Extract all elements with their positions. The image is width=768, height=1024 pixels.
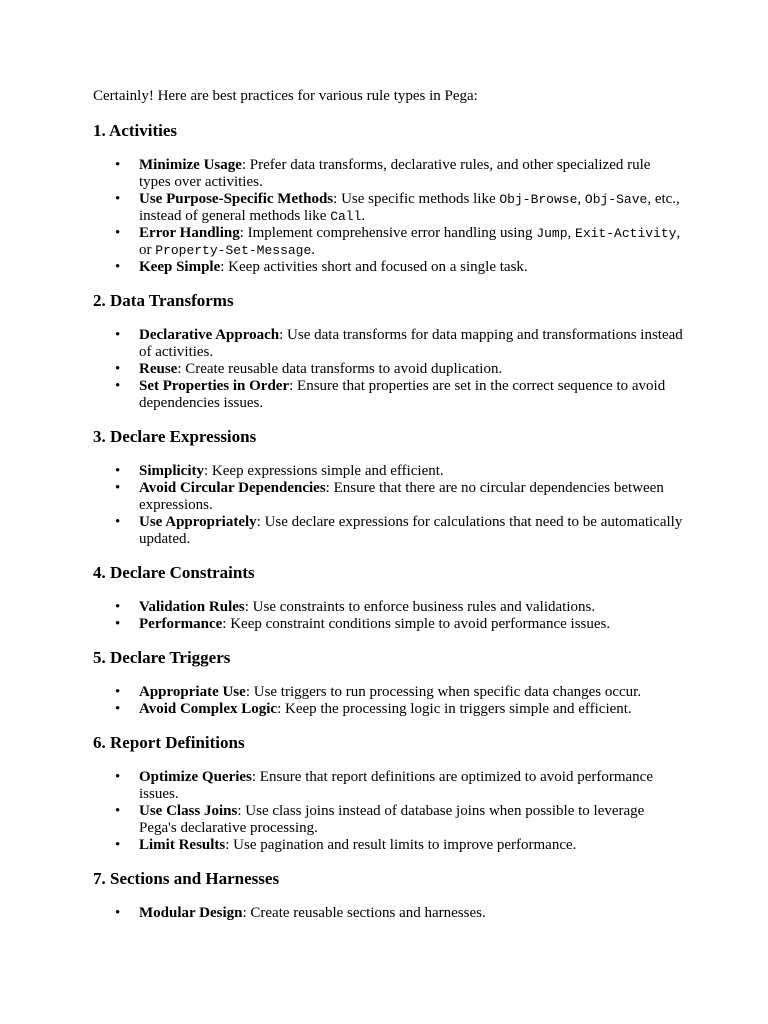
item-text: : Use declare expressions for calculations that need to be automatically updated. [139,514,683,547]
item-text: : Create reusable sections and harnesses. [242,905,486,921]
bullet-icon: • [115,616,121,632]
bullet-icon: • [115,514,121,530]
item-text: , [577,191,585,207]
item-term: Use Class Joins [139,803,238,819]
section-heading: 7. Sections and Harnesses [93,869,280,888]
item-text: : Use class joins instead of database joins when possible to leverage Pega's declarative processing. [139,803,645,836]
bullet-icon: • [115,684,121,700]
bullet-icon: • [115,327,121,343]
list-item [93,463,683,480]
list-item [93,225,683,259]
item-term: Use Appropriately [139,514,257,530]
list-item [93,157,683,191]
section-heading: 1. Activities [93,121,178,140]
section-heading: 3. Declare Expressions [93,427,257,446]
item-term: Simplicity [139,463,205,479]
bullet-list [93,599,683,633]
code-snippet: Property-Set-Message [155,243,312,258]
list-item [93,803,683,837]
list-item [93,514,683,548]
item-text: . [311,242,316,258]
item-text: , or [139,225,681,258]
bullet-icon: • [115,769,121,785]
sections-container [93,121,683,922]
bullet-icon: • [115,157,121,173]
bullet-icon: • [115,701,121,717]
item-text: : Ensure that there are no circular dependencies between expressions. [139,480,664,513]
code-snippet: Obj-Browse [499,192,578,207]
item-term: Use Purpose-Specific Methods [139,191,334,207]
code-snippet: Jump [536,226,568,241]
bullet-icon: • [115,378,121,394]
item-term: Performance [139,616,223,632]
item-text: : Implement comprehensive error handling using [239,225,537,241]
item-text: : Use triggers to run processing when specific data changes occur. [245,684,642,700]
bullet-icon: • [115,225,121,241]
bullet-icon: • [115,803,121,819]
item-text: : Use pagination and result limits to improve performance. [225,837,577,853]
section-heading: 6. Report Definitions [93,733,245,752]
section-heading: 2. Data Transforms [93,291,234,310]
list-item [93,769,683,803]
code-snippet: Exit-Activity [575,226,677,241]
item-text: . [361,208,366,224]
item-term: Minimize Usage [139,157,242,173]
list-item [93,684,683,701]
item-term: Reuse [139,361,178,377]
list-item [93,599,683,616]
item-term: Set Properties in Order [139,378,290,394]
item-text: : Keep the processing logic in triggers simple and efficient. [277,701,632,717]
item-term: Declarative Approach [139,327,280,343]
section-heading: 4. Declare Constraints [93,563,255,582]
item-text: : Use constraints to enforce business rules and validations. [244,599,596,615]
bullet-icon: • [115,599,121,615]
bullet-icon: • [115,259,121,275]
item-term: Avoid Complex Logic [139,701,278,717]
list-item [93,191,683,225]
section-heading: 5. Declare Triggers [93,648,231,667]
item-term: Error Handling [139,225,240,241]
bullet-list [93,684,683,718]
list-item [93,361,683,378]
list-item [93,616,683,633]
bullet-list [93,905,683,922]
item-text: : Create reusable data transforms to avoid duplication. [177,361,503,377]
list-item [93,327,683,361]
item-text: : Ensure that report definitions are optimized to avoid performance issues. [139,769,654,802]
bullet-icon: • [115,361,121,377]
item-term: Appropriate Use [139,684,246,700]
item-text: , [567,225,576,241]
bullet-icon: • [115,480,121,496]
list-item [93,378,683,412]
list-item [93,905,683,922]
item-text: : Use data transforms for data mapping and transformations instead of activities. [139,327,683,360]
bullet-list [93,157,683,276]
item-term: Modular Design [139,905,243,921]
item-term: Avoid Circular Dependencies [139,480,326,496]
bullet-icon: • [115,191,121,207]
list-item [93,701,683,718]
bullet-list [93,327,683,412]
code-snippet: Obj-Save [584,192,648,207]
bullet-icon: • [115,837,121,853]
item-text: : Keep expressions simple and efficient. [204,463,444,479]
bullet-icon: • [115,463,121,479]
bullet-icon: • [115,905,121,921]
list-item [93,837,683,854]
item-term: Validation Rules [139,599,245,615]
list-item [93,259,683,276]
bullet-list [93,769,683,854]
item-text: : Ensure that properties are set in the correct sequence to avoid dependencies issues. [139,378,666,411]
item-text: , etc., instead of general methods like [139,191,680,224]
item-term: Optimize Queries [139,769,252,785]
item-text: : Prefer data transforms, declarative rules, and other specialized rule types over activities. [139,157,651,190]
list-item [93,480,683,514]
item-text: : Use specific methods like [333,191,500,207]
item-term: Limit Results [139,837,226,853]
document-page [93,88,683,937]
code-snippet: Call [330,209,362,224]
bullet-list [93,463,683,548]
item-text: : Keep activities short and focused on a single task. [220,259,528,275]
intro-paragraph: Certainly! Here are best practices for various rule types in Pega: [93,88,478,104]
item-term: Keep Simple [139,259,221,275]
item-text: : Keep constraint conditions simple to avoid performance issues. [222,616,611,632]
